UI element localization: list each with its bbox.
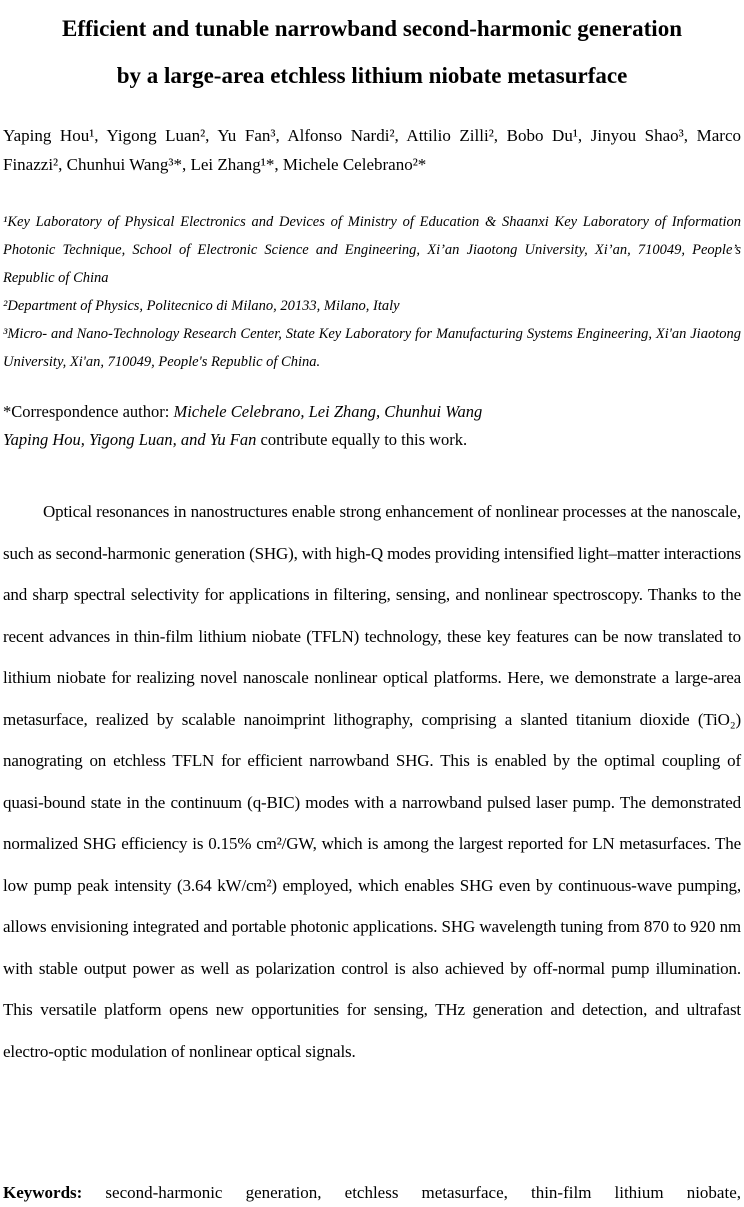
equal-contribution-note <box>3 426 741 454</box>
keywords-label: Keywords: <box>3 1183 83 1202</box>
affiliation-2: ²Department of Physics, Politecnico di Milano, 20133, Milano, Italy <box>3 298 400 314</box>
paper-title-line1: Efficient and tunable narrowband second-harmonic generation <box>62 16 682 41</box>
keywords-text: second-harmonic generation, etchless metasurface, thin-film lithium niobate, <box>82 1183 741 1202</box>
paper-title <box>3 5 741 99</box>
correspondence-names: Michele Celebrano, Lei Zhang, Chunhui Wang <box>173 402 483 421</box>
author-list: Yaping Hou¹, Yigong Luan², Yu Fan³, Alfonso Nardi², Attilio Zilli², Bobo Du¹, Jinyou Shao³, Marco Finazzi², Chunhui Wang³*, Lei Zhang¹*, Michele Celebrano²* <box>3 126 741 174</box>
affiliation-1: ¹Key Laboratory of Physical Electronics and Devices of Ministry of Education & Shaanxi Key Laboratory of Information Photonic Technique, School of Electronic Science and Engineering, Xi’an Jiaotong University, Xi’an, 710049, People’s Republic of China <box>3 214 741 286</box>
paper-title-line2: by a large-area etchless lithium niobate metasurface <box>116 63 628 88</box>
correspondence-note <box>3 398 741 426</box>
correspondence-label: *Correspondence author: <box>3 402 174 421</box>
equal-contribution-names: Yaping Hou, Yigong Luan, and Yu Fan <box>3 430 257 449</box>
correspondence-block <box>3 398 741 454</box>
affiliation-3: ³Micro- and Nano-Technology Research Center, State Key Laboratory for Manufacturing Systems Engineering, Xi'an Jiaotong University, Xi'an, 710049, People's Republic of China. <box>3 326 741 370</box>
equal-contribution-rest: contribute equally to this work. <box>256 430 468 449</box>
keywords-line <box>3 1178 741 1207</box>
affiliation-list <box>3 208 741 376</box>
abstract-paragraph: Optical resonances in nanostructures enable strong enhancement of nonlinear processes at the nanoscale, such as second-harmonic generation (SHG), with high-Q modes providing intensified light–matter interactions and sharp spectral selectivity for applications in filtering, sensing, and nonlinear spectroscopy. Thanks to the recent advances in thin-film lithium niobate (TFLN) technology, these key features can be now translated to lithium niobate for realizing novel nanoscale nonlinear optical platforms. Here, we demonstrate a large-area metasurface, realized by scalable nanoimprint lithography, comprising a slanted titanium dioxide (TiO₂) nanograting on etchless TFLN for efficient narrowband SHG. This is enabled by the optimal coupling of quasi-bound state in the continuum (q-BIC) modes with a narrowband pulsed laser pump. The demonstrated normalized SHG efficiency is 0.15% cm²/GW, which is among the largest reported for LN metasurfaces. The low pump peak intensity (3.64 kW/cm²) employed, which enables SHG even by continuous-wave pumping, allows envisioning integrated and portable photonic applications. SHG wavelength tuning from 870 to 920 nm with stable output power as well as polarization control is also achieved by off-normal pump illumination. This versatile platform opens new opportunities for sensing, THz generation and detection, and ultrafast electro-optic modulation of nonlinear optical signals. <box>3 502 741 1061</box>
